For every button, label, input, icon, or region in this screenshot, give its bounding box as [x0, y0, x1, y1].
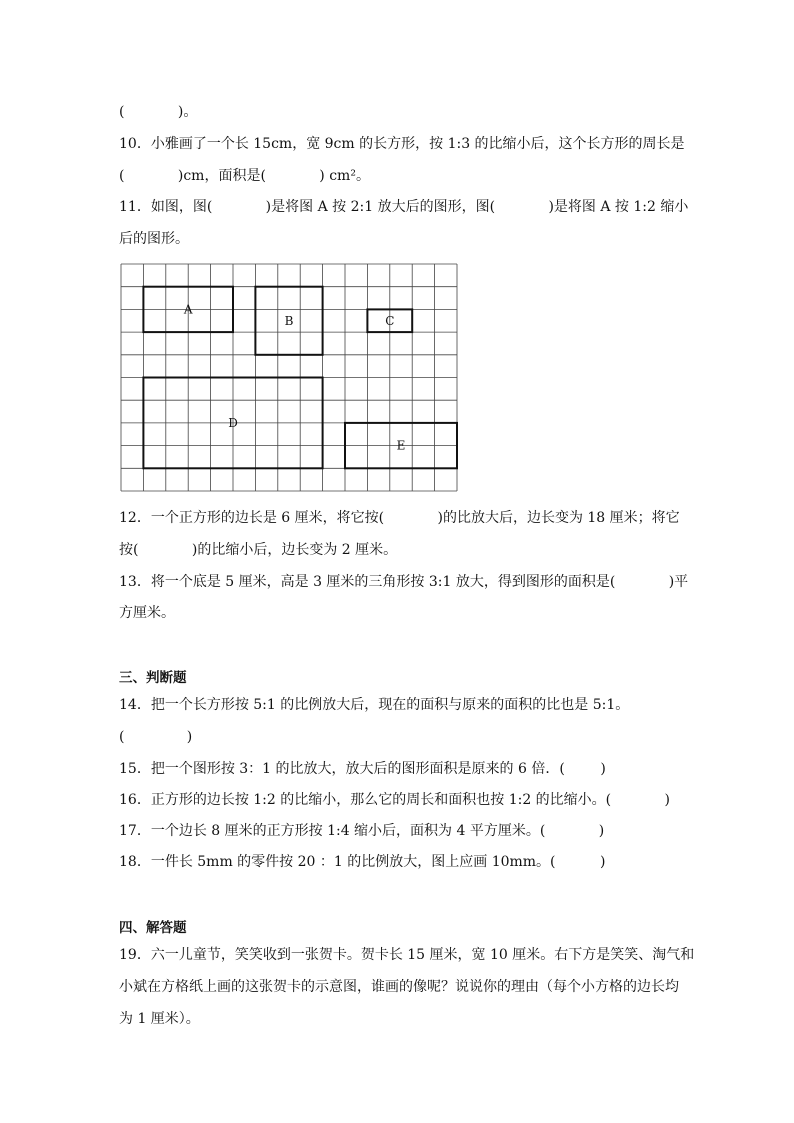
- q18-text: 18．一件长 5mm 的零件按 20 ：1 的比例放大，图上应画 10mm。( ): [119, 854, 606, 870]
- shape-label-d: D: [228, 415, 238, 430]
- q12-text: 12．一个正方形的边长是 6 厘米，将它按( )的比放大后，边长变为 18 厘米；将它: [119, 510, 680, 526]
- shape-label-c: C: [385, 313, 395, 328]
- q19-text-cont: 小斌在方格纸上画的这张贺卡的示意图，谁画的像呢？说说你的理由（每个小方格的边长均: [119, 979, 679, 995]
- q16-text: 16．正方形的边长按 1:2 的比缩小，那么它的周长和面积也按 1:2 的比缩小。( ): [119, 792, 671, 808]
- q11-text-cont: 后的图形。: [119, 231, 189, 247]
- q14-answer-line: ( ): [119, 729, 193, 745]
- section-solution-heading: 四、解答题: [119, 920, 187, 936]
- q9-answer-line: ( )。: [119, 104, 198, 120]
- q10-answer-line: ( )cm，面积是( ) cm²。: [119, 168, 370, 184]
- shape-label-e: E: [396, 438, 406, 453]
- q15-text: 15．把一个图形按 3：1 的比放大，放大后的图形面积是原来的 6 倍．( ): [119, 761, 606, 777]
- section-judgement-heading: 三、判断题: [119, 670, 187, 686]
- q19-text: 19．六一儿童节，笑笑收到一张贺卡。贺卡长 15 厘米，宽 10 厘米。右下方是笑笑、淘气和: [119, 947, 695, 963]
- q14-text: 14．把一个长方形按 5:1 的比例放大后，现在的面积与原来的面积的比也是 5:1。: [119, 697, 630, 713]
- shape-label-b: B: [284, 313, 294, 328]
- grid-svg: [120, 263, 458, 492]
- q13-text: 13．将一个底是 5 厘米，高是 3 厘米的三角形按 3:1 放大，得到图形的面积是( )平: [119, 574, 689, 590]
- q13-text-cont: 方厘米。: [119, 605, 175, 621]
- shape-label-a: A: [183, 302, 193, 317]
- grid-figure: [120, 263, 458, 492]
- q10-text: 10．小雅画了一个长 15cm，宽 9cm 的长方形，按 1:3 的比缩小后，这个长方形的周长是: [119, 136, 685, 152]
- q19-text-end: 为 1 厘米）。: [119, 1011, 200, 1027]
- q11-text: 11．如图，图( )是将图 A 按 2:1 放大后的图形，图( )是将图 A 按 1:2 缩小: [119, 199, 689, 215]
- q17-text: 17．一个边长 8 厘米的正方形按 1:4 缩小后，面积为 4 平方厘米。( ): [119, 823, 605, 839]
- q12-text-cont: 按( )的比缩小后，边长变为 2 厘米。: [119, 542, 398, 558]
